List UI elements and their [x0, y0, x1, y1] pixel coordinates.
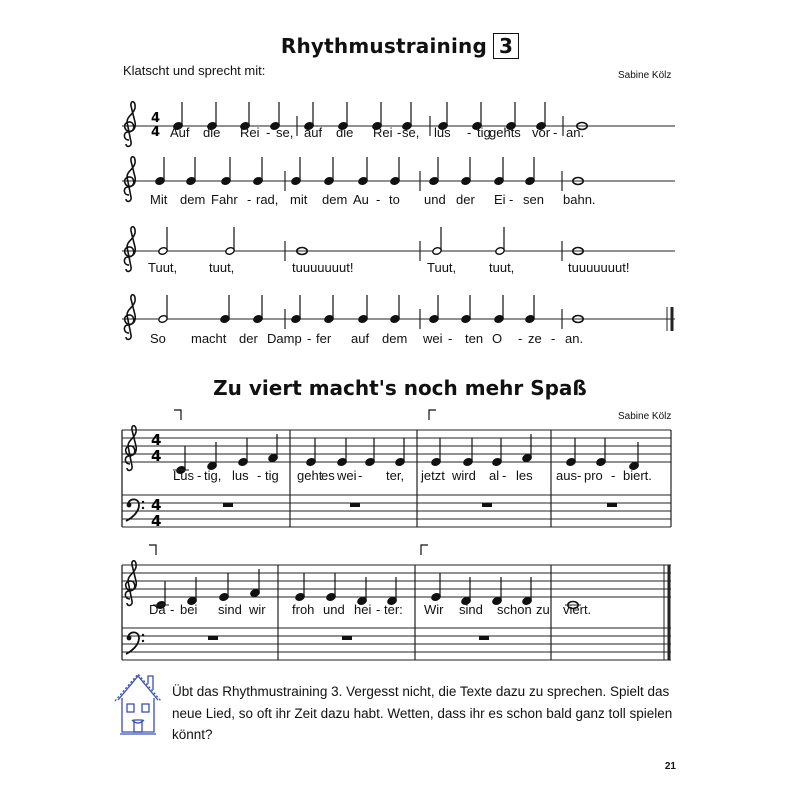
lyric-syllable: Tuut,: [427, 260, 457, 275]
quarter-note: [431, 573, 441, 601]
hand-position-mark: [429, 410, 436, 420]
lyric-syllable: O: [492, 331, 503, 346]
quarter-note: [337, 438, 347, 466]
lyric-syllable: ter:: [384, 602, 403, 617]
lyric-syllable: auf: [304, 125, 323, 140]
lyric-syllable: tuut,: [209, 260, 235, 275]
page-number: 21: [664, 761, 676, 772]
quarter-note: [390, 295, 400, 323]
lyric-syllable: ten: [465, 331, 484, 346]
whole-rest: [350, 503, 360, 507]
quarter-note: [324, 295, 334, 323]
lyric-syllable: schon: [497, 602, 532, 617]
lyric-syllable: und: [323, 602, 345, 617]
grand-staff: [0, 0, 800, 260]
time-signature-bottom: 4: [151, 125, 161, 140]
quarter-note: [219, 573, 229, 601]
lyric-syllable: auf: [351, 331, 370, 346]
lyric-syllable: So: [150, 331, 166, 346]
quarter-note: [461, 295, 471, 323]
lyric-syllable: tig: [265, 468, 279, 483]
quarter-note: [306, 438, 316, 466]
lyric-syllable: die: [203, 125, 221, 140]
lyric-syllable: tuuuuuuut!: [568, 260, 630, 275]
lyric-syllable: Fahr: [211, 192, 238, 207]
song-composer: Sabine Kölz: [618, 411, 672, 422]
lyric-syllable: vor: [532, 125, 551, 140]
rhythm-title-text: Rhythmustraining: [280, 34, 487, 58]
lyric-syllable: an.: [565, 331, 584, 346]
quarter-note: [238, 438, 248, 466]
whole-rest: [223, 503, 233, 507]
whole-rest: [342, 636, 352, 640]
lyric-syllable: der: [456, 192, 475, 207]
rhythm-line: [0, 279, 800, 359]
lyric-syllable: -: [397, 125, 402, 140]
lyric-syllable: -: [170, 602, 175, 617]
lyric-syllable: an.: [566, 125, 585, 140]
quarter-note: [429, 295, 439, 323]
lyric-syllable: al: [489, 468, 500, 483]
lyric-syllable: wei: [423, 331, 443, 346]
lyric-syllable: -: [553, 125, 558, 140]
lyric-syllable: biert.: [623, 468, 652, 483]
quarter-note: [596, 438, 606, 466]
lyric-syllable: Damp: [267, 331, 302, 346]
lyric-syllable: lus: [434, 125, 451, 140]
whole-rest: [607, 503, 617, 507]
lyric-syllable: rad,: [256, 192, 279, 207]
lyric-syllable: sen: [523, 192, 544, 207]
rhythm-composer: Sabine Kölz: [618, 70, 672, 81]
whole-rest: [208, 636, 218, 640]
lyric-syllable: dem: [382, 331, 408, 346]
whole-rest: [482, 503, 492, 507]
lyric-syllable: Ei: [494, 192, 506, 207]
half-note: [158, 295, 168, 323]
quarter-note: [291, 295, 301, 323]
hand-position-mark: [174, 410, 181, 420]
lyric-syllable: dem: [322, 192, 348, 207]
instructions-text: Übt das Rhythmustraining 3. Vergesst nicht, die Texte dazu zu sprechen. Spielt das neue Lied, so oft ihr Zeit dazu habt. Wetten, dass ihr es schon bald ganz toll spielen könnt?: [172, 684, 673, 742]
lyric-syllable: -: [577, 468, 582, 483]
lyric-syllable: bei: [180, 602, 198, 617]
quarter-note: [525, 295, 535, 323]
quarter-note: [431, 438, 441, 466]
bass-time-signature: 4: [151, 496, 162, 514]
quarter-note: [494, 295, 504, 323]
quarter-note: [365, 438, 375, 466]
lyric-syllable: -: [257, 468, 262, 483]
lyric-syllable: -: [448, 331, 453, 346]
lyric-syllable: fer: [316, 331, 332, 346]
time-signature-top: 4: [151, 111, 161, 126]
lyric-syllable: jetzt: [421, 468, 445, 483]
lyric-syllable: se,: [276, 125, 294, 140]
lyric-syllable: lus: [232, 468, 249, 483]
house-icon: [112, 670, 164, 738]
treble-clef-icon: [125, 561, 136, 606]
lyric-syllable: mit: [290, 192, 308, 207]
lyric-syllable: -: [518, 331, 523, 346]
lyric-syllable: -: [197, 468, 202, 483]
lyric-syllable: -: [307, 331, 312, 346]
bass-time-signature: 4: [151, 512, 162, 530]
whole-rest: [479, 636, 489, 640]
lyric-syllable: Auf: [170, 125, 190, 140]
quarter-note: [253, 295, 263, 323]
lyric-syllable: Lus: [173, 468, 194, 483]
lyric-syllable: to: [389, 192, 400, 207]
rhythm-number-box: 3: [493, 33, 519, 59]
lyric-syllable: zu: [536, 602, 550, 617]
lyric-syllable: -: [247, 192, 252, 207]
lyric-syllable: Au: [353, 192, 369, 207]
lyric-syllable: sind: [459, 602, 483, 617]
hand-position-mark: [149, 545, 156, 555]
lyric-syllable: wei: [337, 468, 357, 483]
quarter-note: [295, 573, 305, 601]
lyric-syllable: dem: [180, 192, 206, 207]
lyric-syllable: Tuut,: [148, 260, 178, 275]
lyric-syllable: hei: [354, 602, 372, 617]
lyric-syllable: der: [239, 331, 258, 346]
quarter-note: [566, 438, 576, 466]
lyric-syllable: es: [321, 468, 335, 483]
lyric-syllable: macht: [191, 331, 227, 346]
lyric-syllable: Rei: [240, 125, 260, 140]
quarter-note: [358, 295, 368, 323]
lyric-syllable: froh: [292, 602, 315, 617]
lyric-syllable: aus: [556, 468, 577, 483]
lyric-syllable: wir: [249, 602, 266, 617]
treble-time-signature: 4: [151, 447, 162, 465]
lyric-syllable: sind: [218, 602, 242, 617]
treble-clef-icon: [124, 295, 135, 340]
lyric-syllable: -: [509, 192, 514, 207]
lyric-syllable: ze: [528, 331, 542, 346]
quarter-note: [492, 438, 502, 466]
song-title: Zu viert macht's noch mehr Spaß: [213, 376, 587, 400]
lyric-syllable: ter,: [386, 468, 405, 483]
lyric-syllable: wird: [452, 468, 476, 483]
lyric-syllable: tig: [477, 125, 491, 140]
lyric-syllable: se,: [402, 125, 420, 140]
lyric-syllable: Wir: [424, 602, 444, 617]
lyric-syllable: -: [376, 192, 381, 207]
lyric-syllable: -: [502, 468, 507, 483]
lyric-syllable: bahn.: [563, 192, 596, 207]
lyric-syllable: -: [376, 602, 381, 617]
lyric-syllable: die: [336, 125, 354, 140]
lyric-syllable: -: [611, 468, 616, 483]
lyric-syllable: tuut,: [489, 260, 515, 275]
lyric-syllable: les: [516, 468, 533, 483]
lyric-syllable: Da: [149, 602, 166, 617]
quarter-note: [220, 295, 230, 323]
lyric-syllable: -: [358, 468, 363, 483]
treble-clef-icon: [125, 426, 136, 471]
treble-time-signature: 4: [151, 431, 162, 449]
lyric-syllable: gehts: [489, 125, 521, 140]
lyric-syllable: geht: [297, 468, 323, 483]
rhythm-instruction: Klatscht und sprecht mit:: [123, 63, 266, 78]
lyric-syllable: tig,: [204, 468, 222, 483]
quarter-note: [463, 438, 473, 466]
lyric-syllable: und: [424, 192, 446, 207]
quarter-note: [326, 573, 336, 601]
lyric-syllable: -: [551, 331, 556, 346]
lyric-syllable: Mit: [150, 192, 168, 207]
lyric-syllable: pro: [584, 468, 603, 483]
lyric-syllable: Rei: [373, 125, 393, 140]
hand-position-mark: [421, 545, 428, 555]
lyric-syllable: -: [467, 125, 472, 140]
quarter-note: [395, 438, 405, 466]
lyric-syllable: tuuuuuuut!: [292, 260, 354, 275]
lyric-syllable: -: [266, 125, 271, 140]
lyric-syllable: viert.: [563, 602, 592, 617]
